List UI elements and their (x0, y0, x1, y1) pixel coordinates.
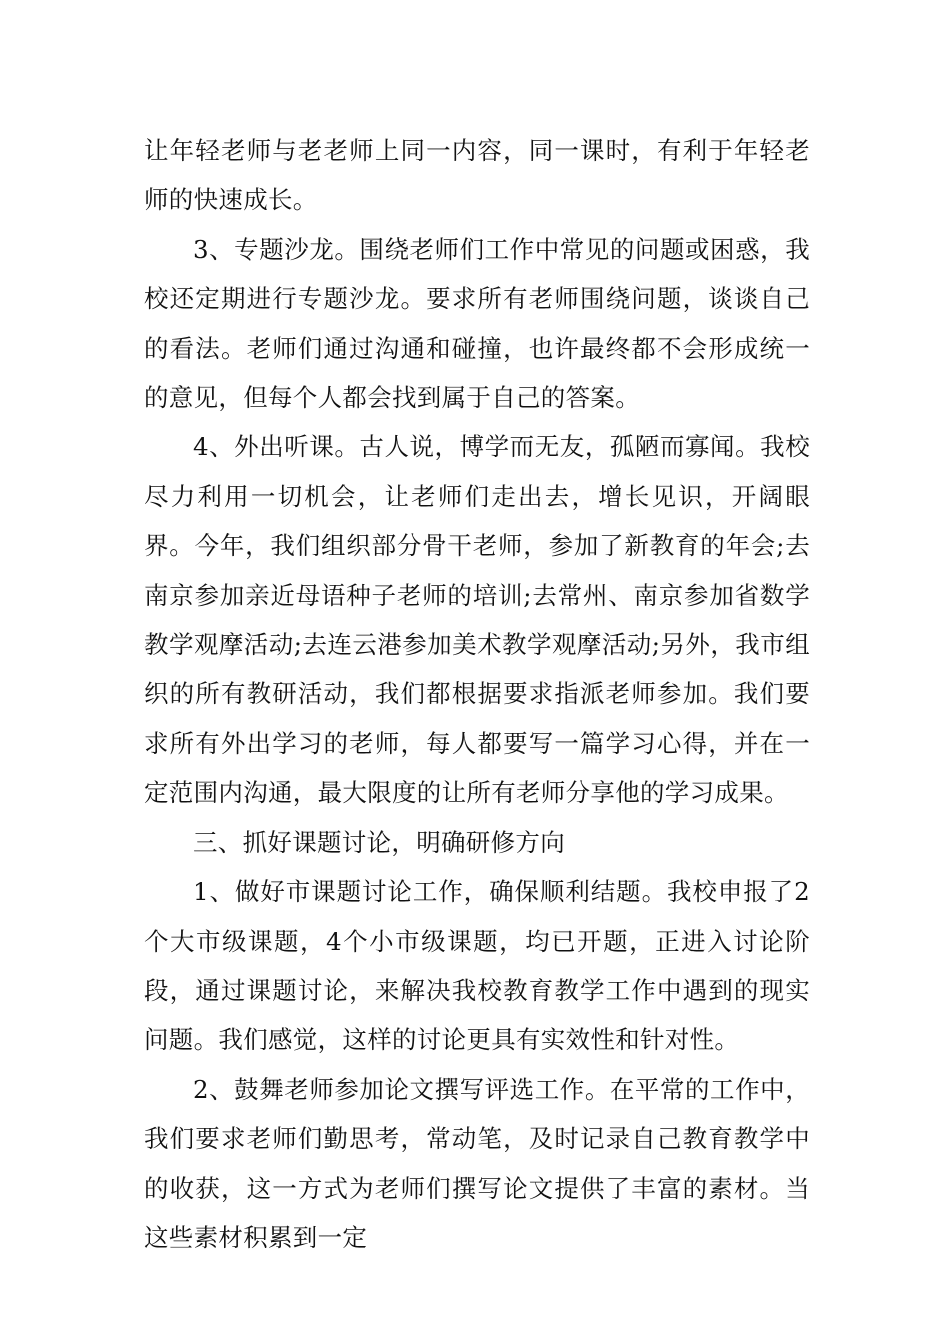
section-heading: 三、抓好课题讨论，明确研修方向 (193, 827, 565, 857)
document-body (144, 126, 810, 1262)
paragraph-paper-writing: 2、鼓舞老师参加论文撰写评选工作。在平常的工作中，我们要求老师们勤思考，常动笔，及时记录自己教育教学中的收获，这一方式为老师们撰写论文提供了丰富的素材。当这些素材积累到一定 (144, 1074, 810, 1252)
paragraph-continuation: 让年轻老师与老老师上同一内容，同一课时，有利于年轻老师的快速成长。 (144, 136, 810, 215)
paragraph-topic-salon: 3、专题沙龙。围绕老师们工作中常见的问题或困惑，我校还定期进行专题沙龙。要求所有老师围绕问题，谈谈自己的看法。老师们通过沟通和碰撞，也许最终都不会形成统一的意见，但每个人都会找到属于自己的答案。 (144, 234, 810, 413)
paragraph-outside-lectures: 4、外出听课。古人说，博学而无友，孤陋而寡闻。我校尽力利用一切机会，让老师们走出去，增长见识，开阔眼界。今年，我们组织部分骨干老师，参加了新教育的年会;去南京参加亲近母语种子老师的培训;去常州、南京参加省数学教学观摩活动;去连云港参加美术教学观摩活动;另外，我市组织的所有教研活动，我们都根据要求指派老师参加。我们要求所有外出学习的老师，每人都要写一篇学习心得，并在一定范围内沟通，最大限度的让所有老师分享他的学习成果。 (144, 432, 810, 808)
paragraph-city-research: 1、做好市课题讨论工作，确保顺利结题。我校申报了2个大市级课题，4个小市级课题，均已开题，正进入讨论阶段，通过课题讨论，来解决我校教育教学工作中遇到的现实问题。我们感觉，这样的讨论更具有实效性和针对性。 (144, 877, 810, 1055)
